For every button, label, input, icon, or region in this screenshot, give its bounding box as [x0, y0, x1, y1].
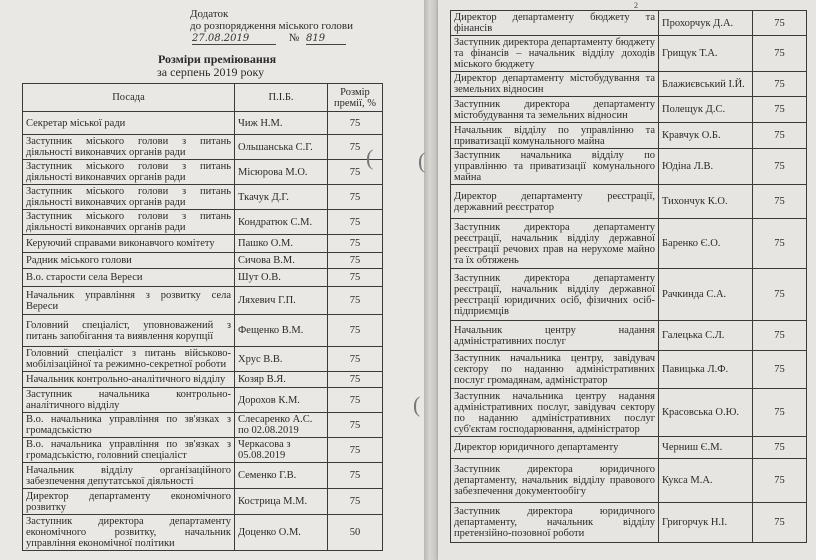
table-row [451, 123, 807, 149]
position-cell: Керуючий справами виконавчого комітету [23, 235, 235, 253]
position-cell: Заступник начальника відділу по управлінню та приватизації комунального майна [451, 149, 659, 185]
name-cell: Тихончук К.О. [659, 185, 753, 219]
bonus-cell: 50 [328, 515, 383, 551]
position-cell: Головний спеціаліст, уповноважений з питань запобігання та виявлення корупції [23, 315, 235, 347]
binding-hole-mark: ( [413, 392, 421, 417]
name-cell: Черкасова з 05.08.2019 [235, 438, 328, 463]
name-cell: Галецька С.Л. [659, 321, 753, 351]
position-cell: Начальник відділу по управлінню та приватизації комунального майна [451, 123, 659, 149]
table-row [23, 438, 383, 463]
position-cell: Директор департаменту економічного розвитку [23, 489, 235, 515]
table-row [23, 287, 383, 315]
bonus-table-right [450, 10, 807, 543]
bonus-cell: 75 [328, 388, 383, 413]
table-row [23, 210, 383, 235]
position-cell: Заступник директора департаменту економічного розвитку, начальник управління економічної політики [23, 515, 235, 551]
table-row [23, 235, 383, 253]
table-row [451, 149, 807, 185]
bonus-cell: 75 [328, 315, 383, 347]
table-row [451, 459, 807, 503]
name-cell: Дорохов К.М. [235, 388, 328, 413]
bonus-cell: 75 [328, 287, 383, 315]
table-row [451, 185, 807, 219]
table-row [451, 36, 807, 72]
decree-reference: до розпорядження міського голови [190, 20, 354, 32]
bonus-cell: 75 [328, 489, 383, 515]
table-row [451, 321, 807, 351]
name-cell: Місюрова М.О. [235, 160, 328, 185]
name-cell: Хрус В.В. [235, 347, 328, 372]
position-cell: Заступник начальника центру надання адміністративних послуг, завідувач сектору по наданню адміністративних послуг суб'єктам господарювання, адміністратор [451, 389, 659, 437]
position-cell: В.о. начальника управління по зв'язках з громадськістю, головний спеціаліст [23, 438, 235, 463]
bonus-cell: 75 [328, 438, 383, 463]
column-header-position: Посада [23, 84, 235, 112]
position-cell: Заступник начальника центру, завідувач сектору по наданню адміністративних послуг громадянам, адміністратор [451, 351, 659, 389]
name-cell: Полещук Д.С. [659, 97, 753, 123]
position-cell: Директор департаменту реєстрації, державний реєстратор [451, 185, 659, 219]
bonus-cell: 75 [753, 185, 807, 219]
bonus-cell: 75 [328, 347, 383, 372]
position-cell: Заступник директора департаменту реєстрації, начальник відділу державної реєстрації юридичних осіб, фізичних осіб-підприємців [451, 269, 659, 321]
name-cell: Ляхевич Г.П. [235, 287, 328, 315]
page-number: 2 [634, 1, 638, 10]
table-row [451, 503, 807, 543]
bonus-cell: 75 [753, 72, 807, 97]
position-cell: Секретар міської ради [23, 112, 235, 135]
table-row [451, 269, 807, 321]
position-cell: Начальник управління з розвитку села Вереси [23, 287, 235, 315]
table-header-row [23, 84, 383, 112]
table-row [451, 389, 807, 437]
position-cell: Радник міського голови [23, 253, 235, 269]
name-cell: Грищук Т.А. [659, 36, 753, 72]
bonus-cell: 75 [753, 219, 807, 269]
name-cell: Шут О.В. [235, 269, 328, 287]
name-cell: Павицька Л.Ф. [659, 351, 753, 389]
position-cell: Заступник міського голови з питань діяльності виконавчих органів ради [23, 135, 235, 160]
page-subtitle: за серпень 2019 року [157, 65, 265, 79]
position-cell: Начальник центру надання адміністративних послуг [451, 321, 659, 351]
table-row [23, 413, 383, 438]
position-cell: Заступник директора департаменту містобудування та земельних відносин [451, 97, 659, 123]
name-cell: Григорчук Н.І. [659, 503, 753, 543]
name-cell: Кравчук О.Б. [659, 123, 753, 149]
name-cell: Слесаренко А.С. по 02.08.2019 [235, 413, 328, 438]
page-title: Розміри преміювання [158, 52, 277, 66]
name-cell: Кострица М.М. [235, 489, 328, 515]
table-row [23, 515, 383, 551]
name-cell: Баренко Є.О. [659, 219, 753, 269]
column-header-name: П.І.Б. [235, 84, 328, 112]
position-cell: В.о. старости села Вереси [23, 269, 235, 287]
bonus-cell: 75 [328, 413, 383, 438]
name-cell: Кондратюк С.М. [235, 210, 328, 235]
table-row [23, 160, 383, 185]
position-cell: Начальник відділу організаційного забезпечення депутатської діяльності [23, 463, 235, 489]
name-cell: Рачкинда С.А. [659, 269, 753, 321]
bonus-cell: 75 [328, 185, 383, 210]
position-cell: Заступник міського голови з питань діяльності виконавчих органів ради [23, 210, 235, 235]
name-cell: Козяр В.Я. [235, 372, 328, 388]
bonus-cell: 75 [753, 149, 807, 185]
position-cell: Начальник контрольно-аналітичного відділу [23, 372, 235, 388]
name-cell: Доценко О.М. [235, 515, 328, 551]
position-cell: Директор юридичного департаменту [451, 437, 659, 459]
table-row [23, 463, 383, 489]
bonus-cell: 75 [328, 160, 383, 185]
position-cell: Заступник начальника контрольно-аналітичного відділу [23, 388, 235, 413]
bonus-cell: 75 [328, 372, 383, 388]
name-cell: Красовська О.Ю. [659, 389, 753, 437]
name-cell: Черниш Є.М. [659, 437, 753, 459]
bonus-cell: 75 [328, 210, 383, 235]
table-row [451, 219, 807, 269]
position-cell: Головний спеціаліст з питань військово-мобілізаційної та режимно-секретної роботи [23, 347, 235, 372]
decree-date: 27.08.2019 [192, 33, 276, 45]
table-row [23, 253, 383, 269]
position-cell: Заступник директора юридичного департаменту, начальник відділу претензійно-позовної роботи [451, 503, 659, 543]
position-cell: В.о. начальника управління по зв'язках з громадськістю [23, 413, 235, 438]
bonus-cell: 75 [328, 253, 383, 269]
table-row [23, 388, 383, 413]
position-cell: Заступник директора юридичного департаменту, начальник відділу правового забезпечення документообігу [451, 459, 659, 503]
name-cell: Ткачук Д.Г. [235, 185, 328, 210]
bonus-table-left [22, 83, 383, 551]
name-cell: Блажиєвський І.Й. [659, 72, 753, 97]
bonus-cell: 75 [753, 459, 807, 503]
table-row [23, 112, 383, 135]
pen-mark: ( [366, 145, 374, 170]
name-cell: Чиж Н.М. [235, 112, 328, 135]
bonus-cell: 75 [328, 463, 383, 489]
name-cell: Кукса М.А. [659, 459, 753, 503]
position-cell: Директор департаменту бюджету та фінансів [451, 11, 659, 36]
table-row [451, 351, 807, 389]
table-row [23, 135, 383, 160]
bonus-cell: 75 [753, 269, 807, 321]
name-cell: Ольшанська С.Г. [235, 135, 328, 160]
bonus-cell: 75 [328, 112, 383, 135]
bonus-cell: 75 [753, 36, 807, 72]
position-cell: Заступник директора департаменту бюджету та фінансів – начальник відділу доходів міського бюджету [451, 36, 659, 72]
table-row [23, 315, 383, 347]
position-cell: Заступник міського голови з питань діяльності виконавчих органів ради [23, 185, 235, 210]
name-cell: Пашко О.М. [235, 235, 328, 253]
bonus-cell: 75 [753, 321, 807, 351]
name-cell: Прохорчук Д.А. [659, 11, 753, 36]
table-row [23, 489, 383, 515]
bonus-cell: 75 [753, 503, 807, 543]
bonus-cell: 75 [753, 123, 807, 149]
position-cell: Заступник директора департаменту реєстрації, начальник відділу державної реєстрації речових прав на нерухоме майно та їх обтяжень [451, 219, 659, 269]
right-page [438, 0, 816, 560]
bonus-cell: 75 [328, 269, 383, 287]
binding-fold [424, 0, 438, 560]
name-cell: Фещенко В.М. [235, 315, 328, 347]
table-row [23, 372, 383, 388]
table-row [451, 11, 807, 36]
name-cell: Сичова В.М. [235, 253, 328, 269]
bonus-cell: 75 [753, 351, 807, 389]
decree-date-number [192, 32, 346, 45]
table-row [451, 97, 807, 123]
name-cell: Семенко Г.В. [235, 463, 328, 489]
table-row [23, 185, 383, 210]
addendum-label: Додаток [190, 8, 229, 20]
number-prefix: № [288, 32, 300, 44]
bonus-cell: 75 [753, 437, 807, 459]
bonus-cell: 75 [753, 11, 807, 36]
bonus-cell: 75 [328, 235, 383, 253]
table-row [23, 347, 383, 372]
position-cell: Заступник міського голови з питань діяльності виконавчих органів ради [23, 160, 235, 185]
position-cell: Директор департаменту містобудування та земельних відносин [451, 72, 659, 97]
bonus-cell: 75 [753, 389, 807, 437]
table-row [451, 72, 807, 97]
bonus-cell: 75 [328, 135, 383, 160]
table-row [451, 437, 807, 459]
decree-number: 819 [306, 33, 346, 45]
column-header-bonus: Розмір премії, % [328, 84, 383, 112]
table-row [23, 269, 383, 287]
name-cell: Юдіна Л.В. [659, 149, 753, 185]
binding-hole-mark: ( [418, 148, 426, 173]
bonus-cell: 75 [753, 97, 807, 123]
